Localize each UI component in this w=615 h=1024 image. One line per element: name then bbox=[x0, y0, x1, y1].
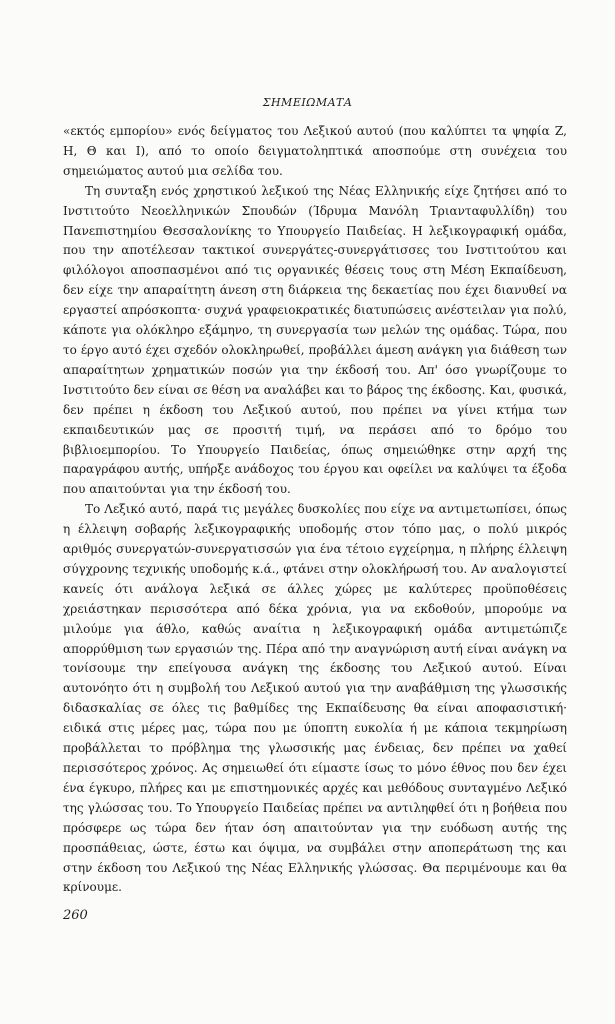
page-number: 260 bbox=[63, 908, 88, 923]
paragraph-dictionary-urgency: Το Λεξικό αυτό, παρά τις μεγάλες δυσκολίες που είχε να αντιμετωπίσει, όπως η έλλειψη σοβαρής λεξικογραφικής υποδομής στον τόπο μας, ο πολύ μικρός αριθμός συνεργατών-συνεργατισσών για ένα τέτοιο εγχείρημα, η πλήρης έλλειψη σύγχρονης τεχνικής υποδομής κ.ά., φτάνει στην ολοκλήρωσή του. Αν αναλογιστεί κανείς ότι ανάλογα λεξικά σε άλλες χώρες με καλύτερες προϋποθέσεις χρειάστηκαν περισσότερα από δέκα χρόνια, για να εκδοθούν, μπορούμε να μιλούμε για άθλο, καθώς αναίτια η λεξικογραφική ομάδα αντιμετώπιζε απορρύθμιση των εργασιών της. Πέρα από την αναγνώριση αυτή είναι ανάγκη να τονίσουμε την επείγουσα ανάγκη της έκδοσης του Λεξικού αυτού. Είναι αυτονόητο ότι η συμβολή του Λεξικού αυτού για την αναβάθμιση της γλωσσικής διδασκαλίας σε όλες τις βαθμίδες της Εκπαίδευσης θα είναι αποφασιστική· ειδικά στις μέρες μας, τώρα που με ύποπτη ευκολία ή με κάποια τεκμηρίωση προβάλλεται το πρόβλημα της γλωσσικής μας ένδειας, δεν πρέπει να χαθεί περισσότερος χρόνος. Ας σημειωθεί ότι είμαστε ίσως το μόνο έθνος που δεν έχει ένα έγκυρο, πλήρες και με επιστημονικές αρχές και μεθόδους συνταγμένο Λεξικό της γλώσσας του. Το Υπουργείο Παιδείας πρέπει να αντιληφθεί ότι η βοήθεια που πρόσφερε ως τώρα δεν ήταν όση απαιτούνταν για την ευόδωση αυτής της προσπάθειας, ώστε, έστω και όψιμα, να συμβάλει στην αποπεράτωση της και στην έκδοση του Λεξικού της Νέας Ελληνικής γλώσσας. Θα περιμένουμε και θα κρίνουμε. bbox=[63, 502, 567, 895]
paragraph-dictionary-commission: Τη συνταξη ενός χρηστικού λεξικού της Νέας Ελληνικής είχε ζητήσει από το Ινστιτούτο Νεοελληνικών Σπουδών (Ίδρυμα Μανόλη Τριανταφυλλίδη) του Πανεπιστημίου Θεσσαλονίκης το Υπουργείο Παιδείας. Η λεξικογραφική ομάδα, που την αποτέλεσαν τακτικοί συνεργάτες-συνεργάτισσες του Ινστιτούτου και φιλόλογοι αποσπασμένοι από τις οργανικές θέσεις τους στη Μέση Εκπαίδευση, δεν είχε την απαραίτητη άνεση στη διάρκεια της δεκαετίας που έχει διανυθεί να εργαστεί απρόσκοπτα· συχνά γραφειοκρατικές διατυπώσεις ανέστειλαν για πολύ, κάποτε για ολόκληρο εξάμηνο, τη συνεργασία των μελών της ομάδας. Τώρα, που το έργο αυτό έχει σχεδόν ολοκληρωθεί, προβάλλει άμεση ανάγκη για διάθεση των απαραίτητων χρηματικών ποσών για την έκδοσή του. Απ' όσο γνωρίζουμε το Ινστιτούτο δεν είναι σε θέση να αναλάβει και το βάρος της έκδοσης. Και, φυσικά, δεν πρέπει η έκδοση του Λεξικού αυτού, που πρέπει να γίνει κτήμα των εκπαιδευτικών μας σε προσιτή τιμή, να περάσει από το δρόμο του βιβλιοεμπορίου. Το Υπουργείο Παιδείας, όπως σημειώθηκε στην αρχή της παραγράφου αυτής, υπήρξε ανάδοχος του έργου και οφείλει να καλύψει τα έξοδα που απαιτούνται για την έκδοσή του. bbox=[63, 183, 567, 497]
page-body-text bbox=[63, 122, 567, 898]
running-header: ΣΗΜΕΙΩΜΑΤΑ bbox=[262, 96, 353, 109]
paragraph-continuation: «εκτός εμπορίου» ενός δείγματος του Λεξικού αυτού (που καλύπτει τα ψηφία Ζ, Η, Θ και Ι), από το οποίο δειγματοληπτικά αποσπούμε στη συνέχεια του σημειώματος αυτού μια σελίδα του. bbox=[63, 124, 567, 178]
